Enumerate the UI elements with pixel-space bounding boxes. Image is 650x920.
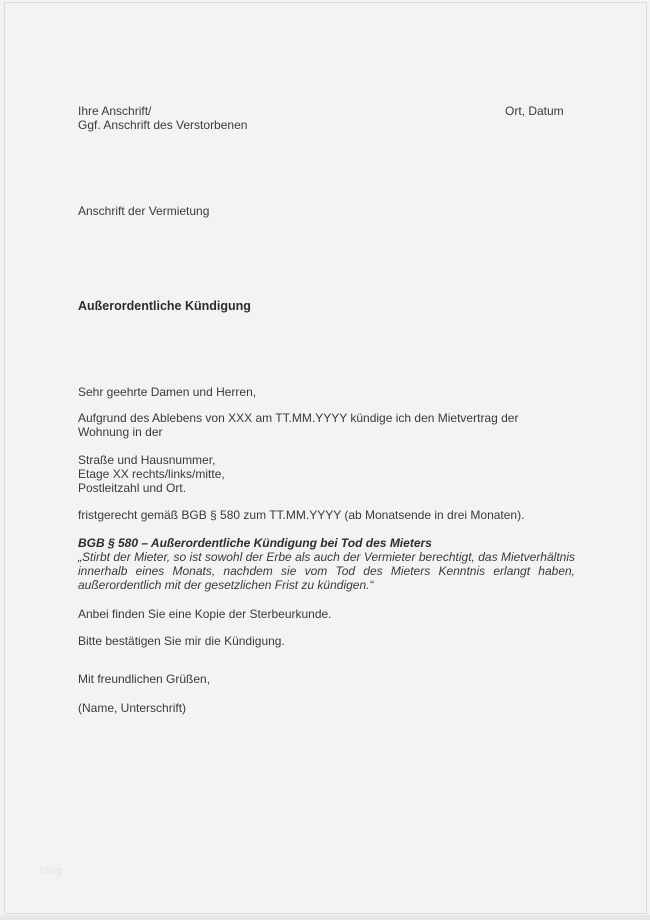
property-address-street: Straße und Hausnummer, [78, 453, 216, 467]
property-address [78, 453, 575, 495]
law-citation-heading: BGB § 580 – Außerordentliche Kündigung bei Tod des Mieters [78, 536, 432, 550]
sender-address-line2: Ggf. Anschrift des Verstorbenen [78, 118, 248, 132]
intro-paragraph: Aufgrund des Ablebens von XXX am TT.MM.YYYY kündige ich den Mietvertrag der Wohnung in der [78, 411, 519, 439]
salutation: Sehr geehrte Damen und Herren, [78, 385, 257, 399]
signature-placeholder: (Name, Unterschrift) [78, 701, 187, 715]
sender-address [78, 104, 575, 132]
subject-line: Außerordentliche Kündigung [78, 299, 251, 313]
law-citation-block [78, 536, 575, 592]
closing-phrase: Mit freundlichen Grüßen, [78, 672, 211, 686]
property-address-floor: Etage XX rechts/links/mitte, [78, 467, 225, 481]
property-address-city: Postleitzahl und Ort. [78, 481, 187, 495]
watermark-text: blog [40, 865, 63, 877]
confirmation-request: Bitte bestätigen Sie mir die Kündigung. [78, 634, 285, 648]
date-line: Ort, Datum [505, 104, 564, 118]
bottom-edge-strip [0, 915, 650, 920]
sender-address-line1: Ihre Anschrift/ [78, 104, 152, 118]
deadline-paragraph: fristgerecht gemäß BGB § 580 zum TT.MM.YYYY (ab Monatsende in drei Monaten). [78, 508, 525, 522]
law-quote: „Stirbt der Mieter, so ist sowohl der Erbe als auch der Vermieter berechtigt, das Mietverhältnis innerhalb eines Monats, nachdem sie vom Tod des Mieters Kenntnis erlangt haben, außerordentlich mit der gesetzlichen Frist zu kündigen.“ [78, 550, 575, 592]
attachment-note: Anbei finden Sie eine Kopie der Sterbeurkunde. [78, 607, 332, 621]
recipient-address: Anschrift der Vermietung [78, 204, 210, 218]
